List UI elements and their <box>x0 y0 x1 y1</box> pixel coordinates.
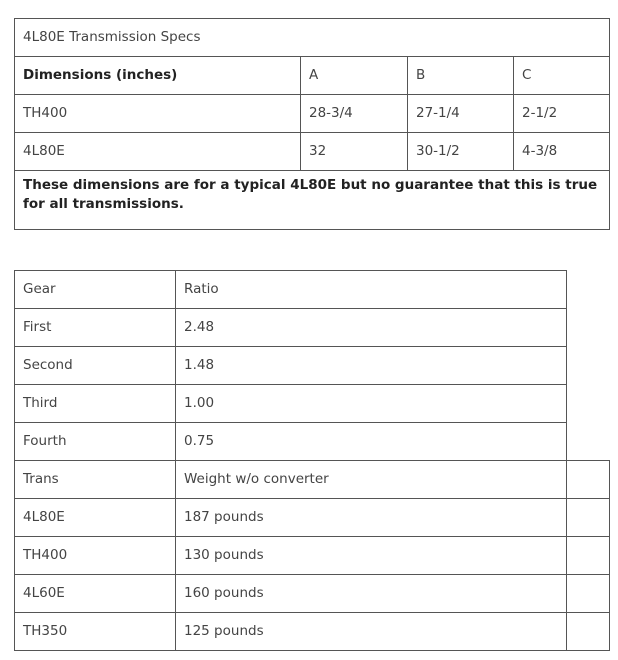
weight-empty-cell <box>566 498 610 537</box>
specs-header-a: A <box>300 56 408 95</box>
gear-row-ratio: 0.75 <box>175 422 567 461</box>
specs-row-4l80e-a: 32 <box>300 132 408 171</box>
weight-empty-cell <box>566 460 610 499</box>
specs-header-b: B <box>407 56 514 95</box>
weight-empty-cell <box>566 612 610 651</box>
gear-row-name: Third <box>14 384 176 423</box>
gear-row-ratio: 1.48 <box>175 346 567 385</box>
weight-header-weight: Weight w/o converter <box>175 460 567 499</box>
specs-note: These dimensions are for a typical 4L80E but no guarantee that this is true for all transmissions. <box>14 170 610 230</box>
specs-row-th400-b: 27-1/4 <box>407 94 514 133</box>
weight-row-weight: 130 pounds <box>175 536 567 575</box>
specs-table-title: 4L80E Transmission Specs <box>14 18 610 57</box>
weight-row-weight: 125 pounds <box>175 612 567 651</box>
weight-empty-cell <box>566 574 610 613</box>
specs-table <box>14 18 610 230</box>
gear-row-name: First <box>14 308 176 347</box>
gear-row-ratio: 1.00 <box>175 384 567 423</box>
weight-empty-cell <box>566 536 610 575</box>
gear-row-name: Second <box>14 346 176 385</box>
weight-row-trans: 4L60E <box>14 574 176 613</box>
specs-row-4l80e-name: 4L80E <box>14 132 301 171</box>
specs-header-dimensions: Dimensions (inches) <box>14 56 301 95</box>
weight-header-trans: Trans <box>14 460 176 499</box>
weight-row-trans: 4L80E <box>14 498 176 537</box>
weight-row-weight: 160 pounds <box>175 574 567 613</box>
specs-row-4l80e-b: 30-1/2 <box>407 132 514 171</box>
specs-header-c: C <box>513 56 610 95</box>
specs-row-4l80e-c: 4-3/8 <box>513 132 610 171</box>
gear-row-ratio: 2.48 <box>175 308 567 347</box>
weight-row-trans: TH350 <box>14 612 176 651</box>
specs-row-th400-c: 2-1/2 <box>513 94 610 133</box>
gear-row-name: Fourth <box>14 422 176 461</box>
gear-weight-table <box>14 270 610 652</box>
specs-row-th400-name: TH400 <box>14 94 301 133</box>
gear-header-ratio: Ratio <box>175 270 567 309</box>
specs-row-th400-a: 28-3/4 <box>300 94 408 133</box>
weight-row-weight: 187 pounds <box>175 498 567 537</box>
gear-header-gear: Gear <box>14 270 176 309</box>
weight-row-trans: TH400 <box>14 536 176 575</box>
